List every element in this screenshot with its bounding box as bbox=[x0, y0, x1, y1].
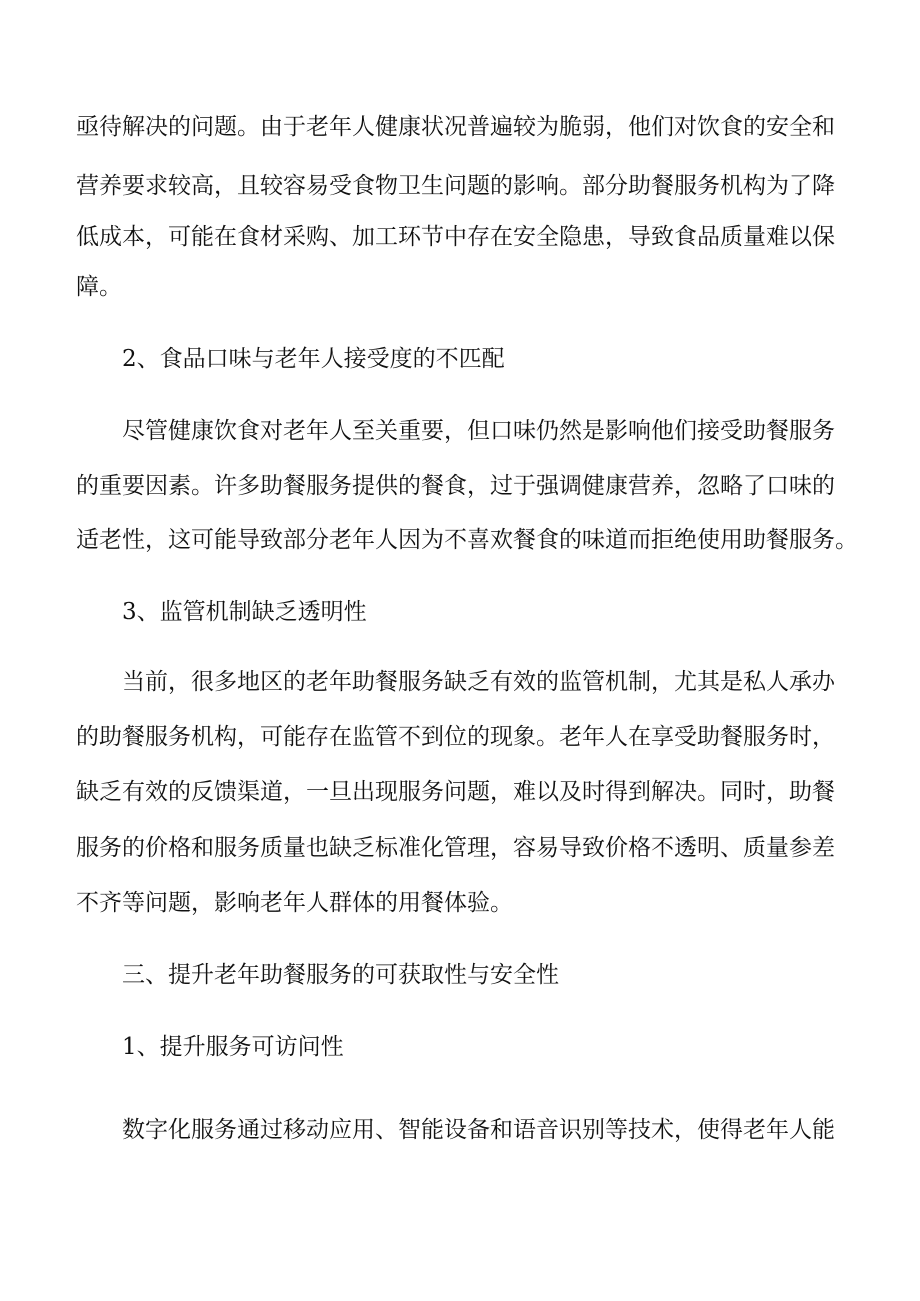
paragraph-line: 营养要求较高，且较容易受食物卫生问题的影响。部分助餐服务机构为了降 bbox=[76, 173, 835, 199]
section-heading: 3、监管机制缺乏透明性 bbox=[76, 599, 367, 625]
paragraph-line: 缺乏有效的反馈渠道，一旦出现服务问题，难以及时得到解决。同时，助餐 bbox=[76, 779, 835, 805]
section-heading: 2、食品口味与老年人接受度的不匹配 bbox=[76, 346, 505, 372]
paragraph-line: 数字化服务通过移动应用、智能设备和语音识别等技术，使得老年人能 bbox=[76, 1117, 835, 1143]
section-heading: 1、提升服务可访问性 bbox=[76, 1034, 344, 1060]
paragraph-line: 服务的价格和服务质量也缺乏标准化管理，容易导致价格不透明、质量参差 bbox=[76, 835, 835, 861]
section-heading: 三、提升老年助餐服务的可获取性与安全性 bbox=[76, 962, 559, 988]
paragraph-line: 尽管健康饮食对老年人至关重要，但口味仍然是影响他们接受助餐服务 bbox=[76, 418, 835, 444]
paragraph-line: 低成本，可能在食材采购、加工环节中存在安全隐患，导致食品质量难以保 bbox=[76, 224, 835, 250]
paragraph-line: 当前，很多地区的老年助餐服务缺乏有效的监管机制，尤其是私人承办 bbox=[76, 669, 835, 695]
paragraph-line: 不齐等问题，影响老年人群体的用餐体验。 bbox=[76, 890, 513, 916]
paragraph-line: 障。 bbox=[76, 274, 122, 300]
paragraph-line: 的助餐服务机构，可能存在监管不到位的现象。老年人在享受助餐服务时， bbox=[76, 724, 835, 750]
paragraph-line: 亟待解决的问题。由于老年人健康状况普遍较为脆弱，他们对饮食的安全和 bbox=[76, 114, 835, 140]
paragraph-line: 的重要因素。许多助餐服务提供的餐食，过于强调健康营养，忽略了口味的 bbox=[76, 473, 835, 499]
paragraph-line: 适老性，这可能导致部分老年人因为不喜欢餐食的味道而拒绝使用助餐服务。 bbox=[76, 527, 858, 553]
